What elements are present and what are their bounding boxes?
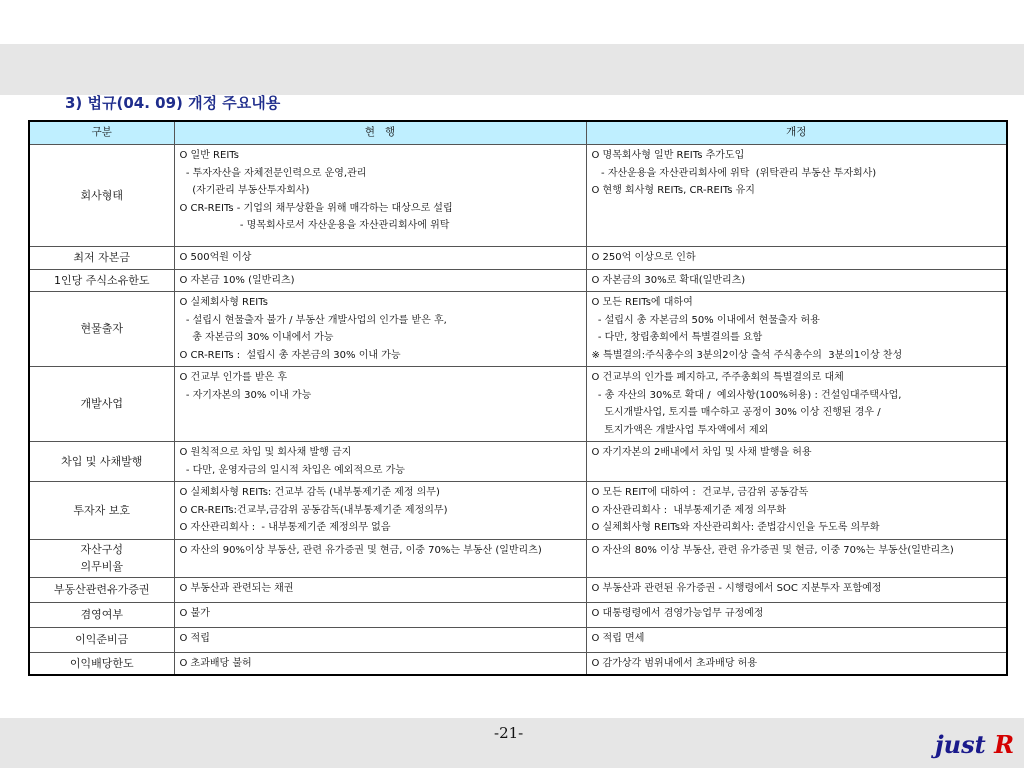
revised-line: 토지가액은 개발사업 투자액에서 제외: [591, 424, 769, 436]
row-revised: [586, 539, 1007, 577]
category-line: 차입 및 사채발행: [61, 454, 143, 468]
current-line: O 자산관리회사 : - 내부통제기준 제정의무 없음: [179, 522, 391, 533]
row-revised: [586, 482, 1007, 540]
table-row: [29, 652, 1007, 675]
current-line: O 초과배당 불허: [179, 657, 252, 669]
row-category: [29, 539, 174, 577]
current-line: - 설립시 현물출자 불가 / 부동산 개발사업의 인가를 받은 후,: [179, 314, 447, 326]
revised-line: O 모든 REITs에 대하여: [591, 297, 693, 308]
table-row: [29, 292, 1007, 367]
current-line: - 다만, 운영자금의 일시적 차입은 예외적으로 가능: [179, 464, 405, 476]
row-category: [29, 602, 174, 627]
revised-line: O 자기자본의 2배내에서 차입 및 사채 발행을 허용: [591, 447, 812, 458]
row-revised: [586, 269, 1007, 292]
row-current: [174, 577, 586, 602]
revised-line: 도시개발사업, 토지를 매수하고 공정이 30% 이상 진행된 경우 /: [591, 407, 881, 418]
revised-line: O 감가상각 범위내에서 초과배당 허용: [591, 657, 757, 669]
regulation-table: [28, 120, 1008, 676]
current-line: - 투자자산을 자체전문인력으로 운영,관리: [179, 167, 367, 179]
revised-line: O 부동산과 관련된 유가증권 - 시행령에서 SOC 지분투자 포함예정: [591, 582, 882, 594]
row-current: [174, 292, 586, 367]
row-category: [29, 269, 174, 292]
category-line: 겸영여부: [80, 607, 123, 621]
row-category: [29, 247, 174, 270]
table-row: [29, 145, 1007, 247]
current-line: - 자기자본의 30% 이내 가능: [179, 389, 312, 401]
current-line: O 500억원 이상: [179, 252, 252, 263]
table-row: [29, 539, 1007, 577]
row-current: [174, 602, 586, 627]
revised-line: - 다만, 창립총회에서 특별결의를 요함: [591, 332, 763, 343]
current-line: 총 자본금의 30% 이내에서 가능: [179, 332, 334, 343]
category-line: 1인당 주식소유한도: [53, 273, 150, 287]
category-line: 현물출자: [80, 322, 123, 336]
revised-line: O 건교부의 인가를 폐지하고, 주주총회의 특별결의로 대체: [591, 372, 844, 383]
header-category: 구분: [29, 121, 174, 145]
current-line: (자기관리 부동산투자회사): [179, 185, 310, 196]
revised-line: O 현행 회사형 REITs, CR-REITs 유지: [591, 185, 755, 196]
row-category: [29, 292, 174, 367]
row-current: [174, 627, 586, 652]
category-line: 자산구성: [80, 542, 123, 556]
category-line: 이익배당한도: [69, 656, 134, 670]
revised-line: O 자본금의 30%로 확대(일반리츠): [591, 274, 746, 286]
row-revised: [586, 145, 1007, 247]
table-row: [29, 627, 1007, 652]
category-line: 의무비율: [80, 560, 123, 573]
page-number: -21-: [494, 724, 524, 742]
row-revised: [586, 652, 1007, 675]
row-current: [174, 145, 586, 247]
revised-line: O 자산관리회사 : 내부통제기준 제정 의무화: [591, 504, 787, 516]
category-line: 이익준비금: [75, 632, 129, 646]
current-line: O 실체회사형 REITs: 건교부 감독 (내부통제기준 제정 의무): [179, 487, 440, 498]
header-current: 현 행: [174, 121, 586, 145]
revised-line: ※ 특별결의:주식총수의 3분의2이상 출석 주식총수의 3분의1이상 찬성: [591, 349, 903, 361]
current-line: O CR-REITs - 기업의 채무상환을 위해 매각하는 대상으로 설립: [179, 202, 453, 214]
row-revised: [586, 602, 1007, 627]
row-revised: [586, 367, 1007, 442]
row-revised: [586, 577, 1007, 602]
row-current: [174, 247, 586, 270]
row-current: [174, 652, 586, 675]
category-line: 회사형태: [80, 188, 123, 202]
row-category: [29, 482, 174, 540]
current-line: O 실체회사형 REITs: [179, 297, 268, 308]
category-line: 투자자 보호: [73, 503, 131, 517]
row-current: [174, 269, 586, 292]
row-category: [29, 367, 174, 442]
row-category: [29, 652, 174, 675]
table-row: [29, 367, 1007, 442]
table-row: [29, 269, 1007, 292]
current-line: O 건교부 인가를 받은 후: [179, 372, 288, 383]
table-row: [29, 602, 1007, 627]
row-category: [29, 627, 174, 652]
row-category: [29, 577, 174, 602]
revised-line: O 모든 REIT에 대하여 : 건교부, 금감위 공동감독: [591, 487, 809, 498]
revised-line: O 적립 면세: [591, 632, 645, 644]
revised-line: - 설립시 총 자본금의 50% 이내에서 현물출자 허용: [591, 314, 820, 326]
revised-line: O 실체회사형 REITs와 자산관리회사: 준법감시인을 두도록 의무화: [591, 522, 880, 533]
current-line: O 불가: [179, 607, 210, 619]
category-line: 부동산관련유가증권: [53, 582, 150, 596]
row-current: [174, 367, 586, 442]
row-current: [174, 539, 586, 577]
row-revised: [586, 627, 1007, 652]
table-header-row: [29, 121, 1007, 145]
row-category: [29, 442, 174, 482]
revised-line: - 자산운용을 자산관리회사에 위탁 (위탁관리 부동산 투자회사): [591, 167, 877, 179]
current-line: O CR-REITs : 설립시 총 자본금의 30% 이내 가능: [179, 349, 401, 361]
row-revised: [586, 292, 1007, 367]
row-revised: [586, 442, 1007, 482]
table-row: [29, 577, 1007, 602]
current-line: - 명목회사로서 자산운용을 자산관리회사에 위탁: [179, 220, 450, 231]
current-line: O 자본금 10% (일반리츠): [179, 274, 295, 286]
current-line: O 부동산과 관련되는 채권: [179, 582, 294, 594]
table-row: [29, 482, 1007, 540]
category-line: 개발사업: [80, 397, 123, 411]
revised-line: O 자산의 80% 이상 부동산, 관련 유가증권 및 현금, 이중 70%는 부동산(일반리츠): [591, 544, 954, 556]
row-current: [174, 442, 586, 482]
row-category: [29, 145, 174, 247]
header-band: [0, 44, 1024, 95]
table-row: [29, 442, 1007, 482]
header-revised: 개정: [586, 121, 1007, 145]
just-r-logo: [935, 730, 1014, 759]
row-revised: [586, 247, 1007, 270]
page-title: 3) 법규(04. 09) 개정 주요내용: [65, 94, 281, 112]
current-line: O CR-REITs:건교부,금감위 공동감독(내부통제기준 제정의무): [179, 504, 448, 516]
revised-line: O 대통령령에서 겸영가능업무 규정예정: [591, 607, 764, 619]
current-line: O 원칙적으로 차입 및 회사채 발행 금지: [179, 447, 352, 458]
revised-line: O 명목회사형 일반 REITs 추가도입: [591, 150, 745, 161]
category-line: 최저 자본금: [73, 251, 131, 264]
logo-word: just: [935, 730, 986, 759]
revised-line: - 총 자산의 30%로 확대 / 예외사항(100%허용) : 건설임대주택사업,: [591, 389, 902, 401]
logo-letter: R: [994, 730, 1015, 759]
current-line: O 일반 REITs: [179, 150, 239, 161]
current-line: O 적립: [179, 632, 210, 644]
table-row: [29, 247, 1007, 270]
current-line: O 자산의 90%이상 부동산, 관련 유가증권 및 현금, 이중 70%는 부동산 (일반리츠): [179, 544, 542, 556]
row-current: [174, 482, 586, 540]
revised-line: O 250억 이상으로 인하: [591, 252, 696, 263]
